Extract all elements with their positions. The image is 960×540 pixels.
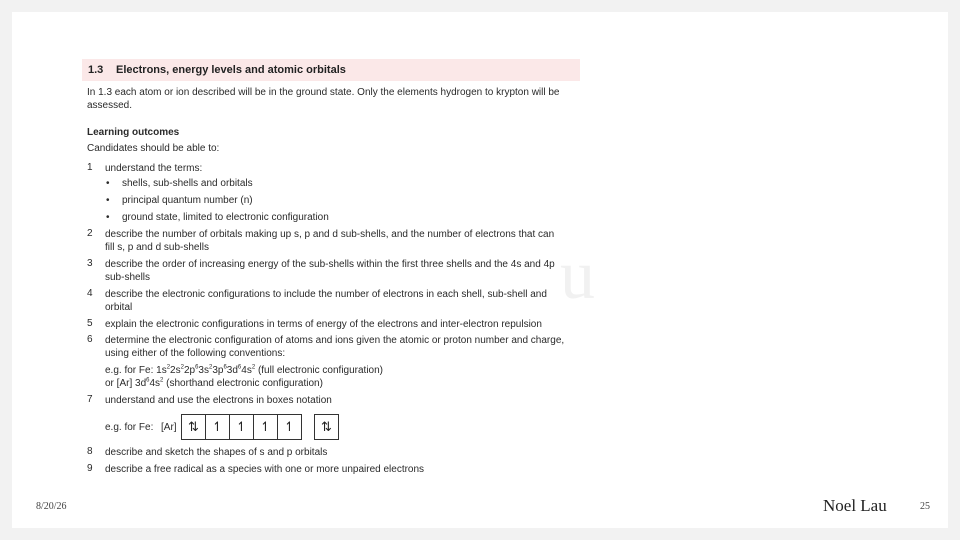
list-item-number: 2 — [87, 228, 93, 239]
section-number: 1.3 — [88, 64, 104, 76]
bullet-item: principal quantum number (n) — [122, 195, 253, 206]
example-full-config: e.g. for Fe: $1s^22s^22p^63s^23p^63d^64s^2$ (full electronic configuration) — [105, 364, 384, 376]
watermark-text: u — [560, 237, 597, 314]
boxes-example-label: e.g. for Fe: — [105, 422, 154, 433]
bullet-dot: • — [106, 178, 110, 189]
boxes-core-label: [Ar] — [161, 422, 177, 433]
list-item-line: fill s, p and d sub-shells — [105, 242, 209, 253]
list-item-line: using either of the following conventions: — [105, 348, 286, 359]
outcomes-lead: Candidates should be able to: — [87, 143, 220, 154]
list-item-number: 4 — [87, 288, 93, 299]
list-item-number: 1 — [87, 162, 93, 173]
orbital-box-s: ⇅ — [314, 414, 339, 440]
intro-line: In 1.3 each atom or ion described will be in the ground state. Only the elements hydrogen to krypton will be — [87, 87, 560, 98]
section-title: Electrons, energy levels and atomic orbitals — [116, 64, 346, 76]
list-item-text — [105, 258, 577, 284]
list-item-line: sub-shells — [105, 272, 151, 283]
orbital-box-d: ↿ — [253, 414, 278, 440]
electron-boxes — [182, 414, 339, 440]
list-item-number: 9 — [87, 463, 93, 474]
orbital-box-d: ⇅ — [181, 414, 206, 440]
list-item-line: describe the electronic configurations to include the number of electrons in each shell, sub-shell and — [105, 289, 547, 300]
intro-line: assessed. — [87, 100, 133, 111]
orbital-box-d: ↿ — [229, 414, 254, 440]
list-item-text — [105, 228, 577, 254]
example-shorthand-config: or [Ar] $3d^64s^2$ (shorthand electronic configuration) — [105, 377, 323, 389]
list-item-number: 3 — [87, 258, 93, 269]
orbital-box-d: ↿ — [277, 414, 302, 440]
footer-author: Noel Lau — [823, 496, 887, 515]
list-item-text: understand and use the electrons in boxes notation — [105, 395, 332, 406]
list-item-line: orbital — [105, 302, 133, 313]
list-item-line: describe the number of orbitals making up s, p and d sub-shells, and the number of electrons that can — [105, 229, 555, 240]
outcomes-heading: Learning outcomes — [87, 127, 180, 138]
footer-date: 8/20/26 — [36, 501, 67, 512]
section-header — [82, 59, 580, 81]
intro-paragraph — [87, 86, 587, 112]
bullet-item: ground state, limited to electronic configuration — [122, 212, 329, 223]
list-item-line: determine the electronic configuration of atoms and ions given the atomic or proton number and charge, — [105, 335, 565, 346]
footer-page-number: 25 — [920, 501, 930, 512]
list-item-text — [105, 334, 577, 360]
list-item-text: understand the terms: — [105, 163, 203, 174]
list-item-text: describe and sketch the shapes of s and p orbitals — [105, 447, 328, 458]
bullet-dot: • — [106, 195, 110, 206]
orbital-box-d: ↿ — [205, 414, 230, 440]
list-item-text: describe a free radical as a species with one or more unpaired electrons — [105, 464, 425, 475]
list-item-number: 6 — [87, 334, 93, 345]
list-item-text — [105, 288, 577, 314]
list-item-number: 5 — [87, 318, 93, 329]
bullet-item: shells, sub-shells and orbitals — [122, 178, 253, 189]
list-item-line: describe the order of increasing energy of the sub-shells within the first three shells and the 4s and 4p — [105, 259, 555, 270]
list-item-text: explain the electronic configurations in terms of energy of the electrons and inter-electron repulsion — [105, 319, 542, 330]
list-item-number: 7 — [87, 394, 93, 405]
list-item-number: 8 — [87, 446, 93, 457]
bullet-dot: • — [106, 212, 110, 223]
